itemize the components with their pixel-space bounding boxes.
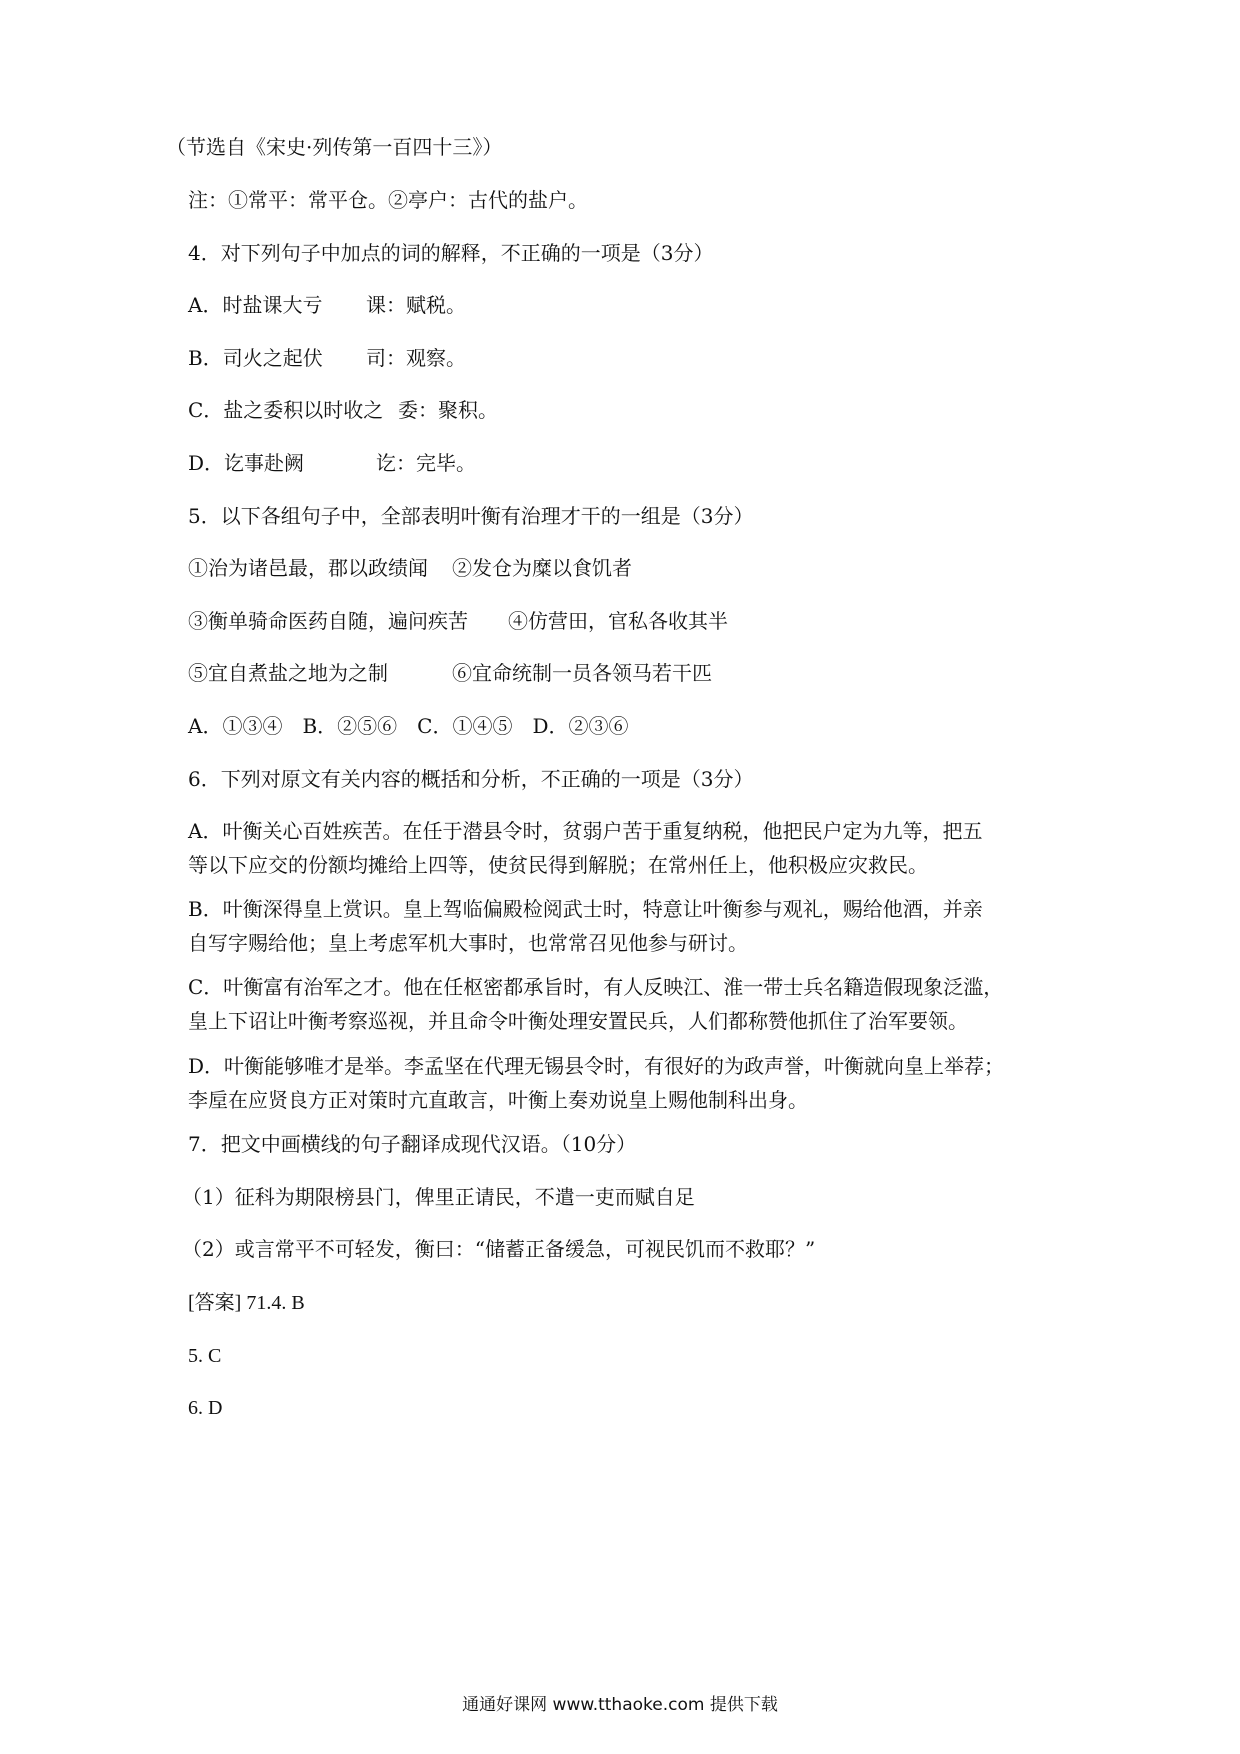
option-line: 自写字赐给他；皇上考虑军机大事时，也常常召见他参与研讨。 bbox=[188, 931, 748, 955]
question-7-item-2: （2）或言常平不可轻发，衡曰：“储蓄正备缓急，可视民饥而不救耶？” bbox=[182, 1237, 816, 1261]
option-sentence: C．盐之委积以时收之 bbox=[188, 398, 384, 422]
question-4-option-c bbox=[188, 393, 1068, 427]
source-citation: （节选自《宋史·列传第一百四十三》） bbox=[166, 135, 503, 159]
answer-line-1: [答案] 71.4. B bbox=[188, 1292, 305, 1314]
sentence-item: ⑥宜命统制一员各领马若干匹 bbox=[452, 661, 712, 685]
question-6-option-a bbox=[188, 814, 1068, 882]
sentence-item: ④仿营田，官私各收其半 bbox=[508, 609, 728, 633]
question-5-row-3 bbox=[188, 656, 1068, 690]
question-4-option-d bbox=[188, 446, 1068, 480]
option-line: D．叶衡能够唯才是举。李孟坚在代理无锡县令时，有很好的为政声誉，叶衡就向皇上举荐； bbox=[188, 1054, 1005, 1078]
question-4-stem: 4．对下列句子中加点的词的解释，不正确的一项是（3分） bbox=[188, 241, 714, 265]
option-sentence: B．司火之起伏 bbox=[188, 346, 323, 370]
question-7-item-1: （1）征科为期限榜县门，俾里正请民，不遣一吏而赋自足 bbox=[182, 1185, 695, 1209]
question-6-option-c bbox=[188, 970, 1068, 1038]
sentence-item: ②发仓为糜以食饥者 bbox=[452, 556, 632, 580]
option-line: 李垕在应贤良方正对策时亢直敢言，叶衡上奏劝说皇上赐他制科出身。 bbox=[188, 1088, 808, 1112]
option-gloss: 讫：完毕。 bbox=[376, 451, 476, 475]
option-gloss: 委：聚积。 bbox=[398, 398, 498, 422]
option-sentence: A．时盐课大亏 bbox=[188, 293, 323, 317]
option-line: 等以下应交的份额均摊给上四等，使贫民得到解脱；在常州任上，他积极应灾救民。 bbox=[188, 853, 928, 877]
option-line: A．叶衡关心百姓疾苦。在任于潜县令时，贫弱户苦于重复纳税，他把民户定为九等，把五 bbox=[188, 819, 983, 843]
option-sentence: D．讫事赴阙 bbox=[188, 451, 305, 475]
question-5-stem: 5．以下各组句子中，全部表明叶衡有治理才干的一组是（3分） bbox=[188, 504, 754, 528]
question-7-stem: 7．把文中画横线的句子翻译成现代汉语。（10分） bbox=[188, 1132, 637, 1156]
option-gloss: 课：赋税。 bbox=[366, 293, 466, 317]
question-4-option-a bbox=[188, 288, 1068, 322]
question-4-option-b bbox=[188, 341, 1068, 375]
page-footer: 通通好课网 www.tthaoke.com 提供下载 bbox=[462, 1695, 778, 1715]
sentence-item: ①治为诸邑最，郡以政绩闻 bbox=[188, 556, 428, 580]
annotation-note: 注：①常平：常平仓。②亭户：古代的盐户。 bbox=[188, 188, 588, 212]
answer-line-3: 6. D bbox=[188, 1397, 223, 1419]
option-gloss: 司：观察。 bbox=[366, 346, 466, 370]
sentence-item: ③衡单骑命医药自随，遍问疾苦 bbox=[188, 609, 468, 633]
question-6-option-d bbox=[188, 1049, 1068, 1117]
question-6-stem: 6．下列对原文有关内容的概括和分析，不正确的一项是（3分） bbox=[188, 767, 754, 791]
question-5-row-2 bbox=[188, 604, 1068, 638]
answer-line-2: 5. C bbox=[188, 1345, 222, 1367]
option-line: C．叶衡富有治军之才。他在任枢密都承旨时，有人反映江、淮一带士兵名籍造假现象泛滥， bbox=[188, 975, 1004, 999]
sentence-item: ⑤宜自煮盐之地为之制 bbox=[188, 661, 388, 685]
option-line: B．叶衡深得皇上赏识。皇上驾临偏殿检阅武士时，特意让叶衡参与观礼，赐给他酒，并亲 bbox=[188, 897, 983, 921]
question-5-choices: A．①③④ B．②⑤⑥ C．①④⑤ D．②③⑥ bbox=[188, 714, 629, 738]
question-5-row-1 bbox=[188, 551, 1068, 585]
option-line: 皇上下诏让叶衡考察巡视，并且命令叶衡处理安置民兵，人们都称赞他抓住了治军要领。 bbox=[188, 1009, 968, 1033]
question-6-option-b bbox=[188, 892, 1068, 960]
